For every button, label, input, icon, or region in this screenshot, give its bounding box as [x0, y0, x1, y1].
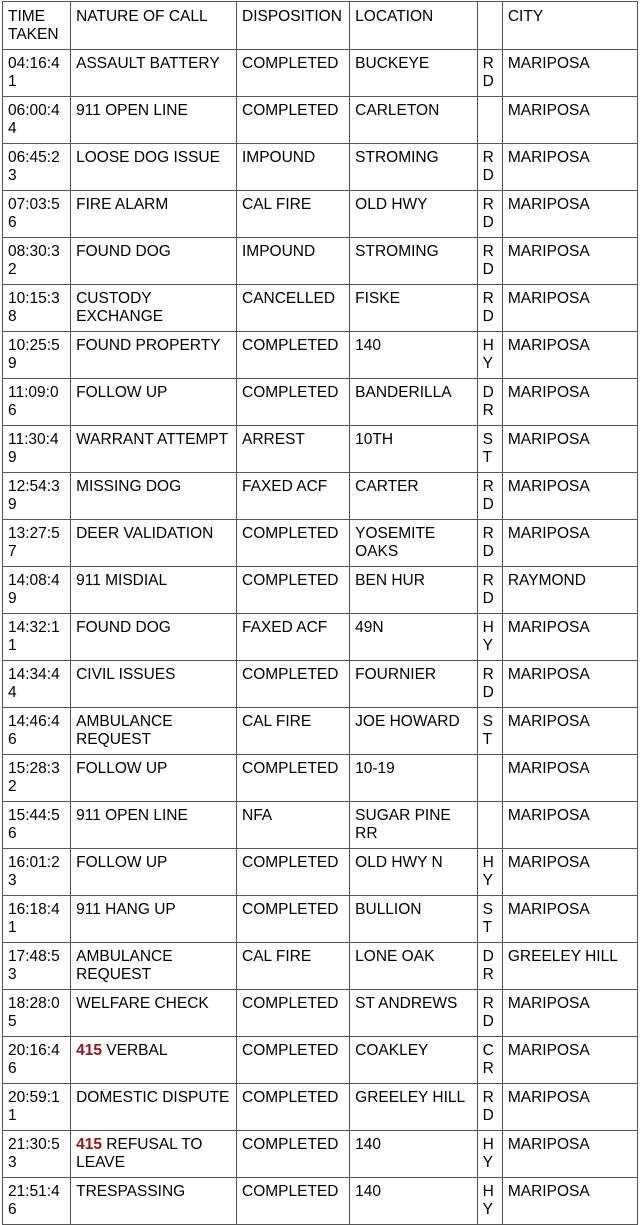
call-nature-text: FOUND DOG — [76, 243, 171, 260]
cell-location: 140 — [350, 1178, 477, 1225]
cell-location: BEN HUR — [350, 567, 477, 614]
cell-time-taken: 11:09:06 — [3, 379, 71, 426]
cell-nature-of-call — [71, 1178, 237, 1225]
table-row — [3, 1084, 638, 1131]
cell-location: COAKLEY — [350, 1037, 477, 1084]
cell-disposition: IMPOUND — [237, 238, 350, 285]
cell-time-taken: 17:48:53 — [3, 943, 71, 990]
table-row — [3, 473, 638, 520]
call-nature-text: DEER VALIDATION — [76, 525, 214, 542]
cell-street-suffix — [477, 97, 502, 144]
cell-nature-of-call — [71, 520, 237, 567]
cell-city: MARIPOSA — [502, 473, 637, 520]
cell-nature-of-call — [71, 990, 237, 1037]
cell-nature-of-call — [71, 1131, 237, 1178]
cell-disposition: COMPLETED — [237, 896, 350, 943]
table-row — [3, 990, 638, 1037]
cell-city: RAYMOND — [502, 567, 637, 614]
table-row — [3, 1131, 638, 1178]
cell-street-suffix: HY — [477, 332, 502, 379]
cell-city: MARIPOSA — [502, 191, 637, 238]
cell-city: MARIPOSA — [502, 50, 637, 97]
cell-time-taken: 20:16:46 — [3, 1037, 71, 1084]
cell-time-taken: 12:54:39 — [3, 473, 71, 520]
call-nature-text: FOLLOW UP — [76, 760, 168, 777]
cell-nature-of-call — [71, 1037, 237, 1084]
cell-disposition: COMPLETED — [237, 520, 350, 567]
call-nature-text: WARRANT ATTEMPT — [76, 431, 229, 448]
call-nature-text: MISSING DOG — [76, 478, 182, 495]
cell-city: GREELEY HILL — [502, 943, 637, 990]
cell-city: MARIPOSA — [502, 285, 637, 332]
cell-city: MARIPOSA — [502, 990, 637, 1037]
cell-nature-of-call — [71, 661, 237, 708]
cell-time-taken: 10:25:59 — [3, 332, 71, 379]
cell-disposition: COMPLETED — [237, 97, 350, 144]
cell-nature-of-call — [71, 50, 237, 97]
cell-city: MARIPOSA — [502, 661, 637, 708]
cell-street-suffix: HY — [477, 1178, 502, 1225]
cell-disposition: COMPLETED — [237, 1131, 350, 1178]
cell-location: YOSEMITE OAKS — [350, 520, 477, 567]
cell-city: MARIPOSA — [502, 520, 637, 567]
cell-time-taken: 11:30:49 — [3, 426, 71, 473]
header-time-taken: TIME TAKEN — [3, 2, 71, 50]
table-row — [3, 332, 638, 379]
cell-disposition: COMPLETED — [237, 755, 350, 802]
cell-time-taken: 21:30:53 — [3, 1131, 71, 1178]
cell-nature-of-call — [71, 802, 237, 849]
cell-location: FISKE — [350, 285, 477, 332]
cell-street-suffix: RD — [477, 50, 502, 97]
table-row — [3, 50, 638, 97]
cell-disposition: COMPLETED — [237, 567, 350, 614]
cell-city: MARIPOSA — [502, 708, 637, 755]
cell-nature-of-call — [71, 614, 237, 661]
cell-street-suffix: ST — [477, 896, 502, 943]
cell-location: 140 — [350, 1131, 477, 1178]
table-row — [3, 755, 638, 802]
call-nature-text: AMBULANCE REQUEST — [76, 948, 177, 983]
cell-location: OLD HWY N — [350, 849, 477, 896]
cell-time-taken: 15:28:32 — [3, 755, 71, 802]
cell-nature-of-call — [71, 567, 237, 614]
header-city: CITY — [502, 2, 637, 50]
cell-location: STROMING — [350, 144, 477, 191]
cell-street-suffix: RD — [477, 285, 502, 332]
cell-street-suffix: HY — [477, 849, 502, 896]
header-row — [3, 2, 638, 50]
cell-city: MARIPOSA — [502, 896, 637, 943]
cell-location: CARTER — [350, 473, 477, 520]
table-row — [3, 567, 638, 614]
cell-city: MARIPOSA — [502, 97, 637, 144]
header-location: LOCATION — [350, 2, 477, 50]
cell-disposition: COMPLETED — [237, 1037, 350, 1084]
cell-disposition: COMPLETED — [237, 990, 350, 1037]
cell-street-suffix: RD — [477, 661, 502, 708]
cell-location: FOURNIER — [350, 661, 477, 708]
cell-location: STROMING — [350, 238, 477, 285]
cell-location: ST ANDREWS — [350, 990, 477, 1037]
cell-street-suffix: RD — [477, 191, 502, 238]
cell-disposition: CANCELLED — [237, 285, 350, 332]
cell-city: MARIPOSA — [502, 614, 637, 661]
call-nature-text: FOLLOW UP — [76, 384, 168, 401]
call-nature-text: FOUND PROPERTY — [76, 337, 221, 354]
call-nature-text: LOOSE DOG ISSUE — [76, 149, 220, 166]
cell-nature-of-call — [71, 755, 237, 802]
call-nature-text: FOUND DOG — [76, 619, 171, 636]
cell-nature-of-call — [71, 97, 237, 144]
cell-street-suffix: RD — [477, 238, 502, 285]
cell-nature-of-call — [71, 849, 237, 896]
cell-street-suffix: HY — [477, 614, 502, 661]
cell-nature-of-call — [71, 191, 237, 238]
cell-street-suffix: ST — [477, 708, 502, 755]
cell-street-suffix: DR — [477, 943, 502, 990]
table-row — [3, 849, 638, 896]
cell-time-taken: 04:16:41 — [3, 50, 71, 97]
cell-time-taken: 16:18:41 — [3, 896, 71, 943]
cell-time-taken: 14:08:49 — [3, 567, 71, 614]
cell-nature-of-call — [71, 1084, 237, 1131]
table-row — [3, 661, 638, 708]
cell-time-taken: 16:01:23 — [3, 849, 71, 896]
cell-street-suffix: CR — [477, 1037, 502, 1084]
cell-street-suffix — [477, 802, 502, 849]
call-nature-text: 911 OPEN LINE — [76, 102, 188, 119]
table-row — [3, 144, 638, 191]
cell-time-taken: 20:59:11 — [3, 1084, 71, 1131]
cell-city: MARIPOSA — [502, 238, 637, 285]
cell-location: SUGAR PINE RR — [350, 802, 477, 849]
table-row — [3, 1178, 638, 1225]
cell-city: MARIPOSA — [502, 1178, 637, 1225]
cell-street-suffix: RD — [477, 567, 502, 614]
cell-disposition: COMPLETED — [237, 1178, 350, 1225]
cell-city: MARIPOSA — [502, 802, 637, 849]
cell-time-taken: 14:32:11 — [3, 614, 71, 661]
cell-time-taken: 14:46:46 — [3, 708, 71, 755]
cell-disposition: ARREST — [237, 426, 350, 473]
call-log-table — [2, 1, 638, 1225]
table-row — [3, 943, 638, 990]
table-row — [3, 379, 638, 426]
call-code: 415 — [76, 1042, 102, 1059]
cell-location: 10-19 — [350, 755, 477, 802]
call-nature-text: 911 HANG UP — [76, 901, 176, 918]
cell-location: 10TH — [350, 426, 477, 473]
call-nature-text: CIVIL ISSUES — [76, 666, 176, 683]
call-nature-text: FIRE ALARM — [76, 196, 169, 213]
cell-time-taken: 15:44:56 — [3, 802, 71, 849]
cell-location: OLD HWY — [350, 191, 477, 238]
cell-nature-of-call — [71, 708, 237, 755]
call-nature-text: TRESPASSING — [76, 1183, 186, 1200]
cell-disposition: CAL FIRE — [237, 708, 350, 755]
cell-city: MARIPOSA — [502, 144, 637, 191]
cell-nature-of-call — [71, 473, 237, 520]
cell-location: BANDERILLA — [350, 379, 477, 426]
cell-street-suffix: ST — [477, 426, 502, 473]
cell-nature-of-call — [71, 238, 237, 285]
call-nature-text: FOLLOW UP — [76, 854, 168, 871]
table-row — [3, 520, 638, 567]
table-row — [3, 708, 638, 755]
cell-nature-of-call — [71, 332, 237, 379]
cell-time-taken: 06:45:23 — [3, 144, 71, 191]
header-nature-of-call: NATURE OF CALL — [71, 2, 237, 50]
cell-location: BULLION — [350, 896, 477, 943]
cell-location: GREELEY HILL — [350, 1084, 477, 1131]
cell-disposition: COMPLETED — [237, 379, 350, 426]
cell-location: 49N — [350, 614, 477, 661]
call-nature-text: 911 MISDIAL — [76, 572, 168, 589]
table-row — [3, 285, 638, 332]
cell-time-taken: 21:51:46 — [3, 1178, 71, 1225]
cell-disposition: COMPLETED — [237, 661, 350, 708]
table-body — [3, 50, 638, 1225]
call-nature-text: ASSAULT BATTERY — [76, 55, 220, 72]
call-nature-text: AMBULANCE REQUEST — [76, 713, 177, 748]
cell-time-taken: 07:03:56 — [3, 191, 71, 238]
cell-disposition: CAL FIRE — [237, 191, 350, 238]
cell-city: MARIPOSA — [502, 849, 637, 896]
table-row — [3, 97, 638, 144]
call-code: 415 — [76, 1136, 102, 1153]
cell-time-taken: 06:00:44 — [3, 97, 71, 144]
cell-disposition: FAXED ACF — [237, 614, 350, 661]
table-row — [3, 191, 638, 238]
cell-location: LONE OAK — [350, 943, 477, 990]
cell-street-suffix — [477, 755, 502, 802]
cell-disposition: COMPLETED — [237, 1084, 350, 1131]
cell-time-taken: 10:15:38 — [3, 285, 71, 332]
cell-disposition: CAL FIRE — [237, 943, 350, 990]
cell-street-suffix: RD — [477, 144, 502, 191]
cell-time-taken: 18:28:05 — [3, 990, 71, 1037]
cell-time-taken: 13:27:57 — [3, 520, 71, 567]
table-row — [3, 238, 638, 285]
cell-street-suffix: DR — [477, 379, 502, 426]
cell-city: MARIPOSA — [502, 1131, 637, 1178]
cell-nature-of-call — [71, 379, 237, 426]
cell-disposition: COMPLETED — [237, 50, 350, 97]
cell-disposition: COMPLETED — [237, 332, 350, 379]
cell-time-taken: 08:30:32 — [3, 238, 71, 285]
cell-city: MARIPOSA — [502, 379, 637, 426]
table-row — [3, 614, 638, 661]
cell-street-suffix: RD — [477, 520, 502, 567]
cell-disposition: NFA — [237, 802, 350, 849]
cell-nature-of-call — [71, 896, 237, 943]
cell-location: JOE HOWARD — [350, 708, 477, 755]
call-nature-text: WELFARE CHECK — [76, 995, 209, 1012]
cell-disposition: FAXED ACF — [237, 473, 350, 520]
cell-nature-of-call — [71, 426, 237, 473]
cell-street-suffix: HY — [477, 1131, 502, 1178]
call-nature-text: REFUSAL TO LEAVE — [76, 1136, 207, 1171]
call-nature-text: CUSTODY EXCHANGE — [76, 290, 164, 325]
cell-location: 140 — [350, 332, 477, 379]
table-row — [3, 802, 638, 849]
call-nature-text: 911 OPEN LINE — [76, 807, 188, 824]
cell-nature-of-call — [71, 943, 237, 990]
cell-disposition: IMPOUND — [237, 144, 350, 191]
cell-street-suffix: RD — [477, 473, 502, 520]
cell-city: MARIPOSA — [502, 332, 637, 379]
cell-city: MARIPOSA — [502, 1037, 637, 1084]
cell-city: MARIPOSA — [502, 1084, 637, 1131]
table-row — [3, 1037, 638, 1084]
call-nature-text: VERBAL — [101, 1042, 168, 1059]
cell-city: MARIPOSA — [502, 755, 637, 802]
header-disposition: DISPOSITION — [237, 2, 350, 50]
cell-location: BUCKEYE — [350, 50, 477, 97]
cell-disposition: COMPLETED — [237, 849, 350, 896]
cell-nature-of-call — [71, 285, 237, 332]
table-row — [3, 896, 638, 943]
cell-street-suffix: RD — [477, 1084, 502, 1131]
cell-time-taken: 14:34:44 — [3, 661, 71, 708]
header-street-suffix — [477, 2, 502, 50]
cell-nature-of-call — [71, 144, 237, 191]
cell-city: MARIPOSA — [502, 426, 637, 473]
table-row — [3, 426, 638, 473]
call-nature-text: DOMESTIC DISPUTE — [76, 1089, 230, 1106]
cell-location: CARLETON — [350, 97, 477, 144]
cell-street-suffix: RD — [477, 990, 502, 1037]
